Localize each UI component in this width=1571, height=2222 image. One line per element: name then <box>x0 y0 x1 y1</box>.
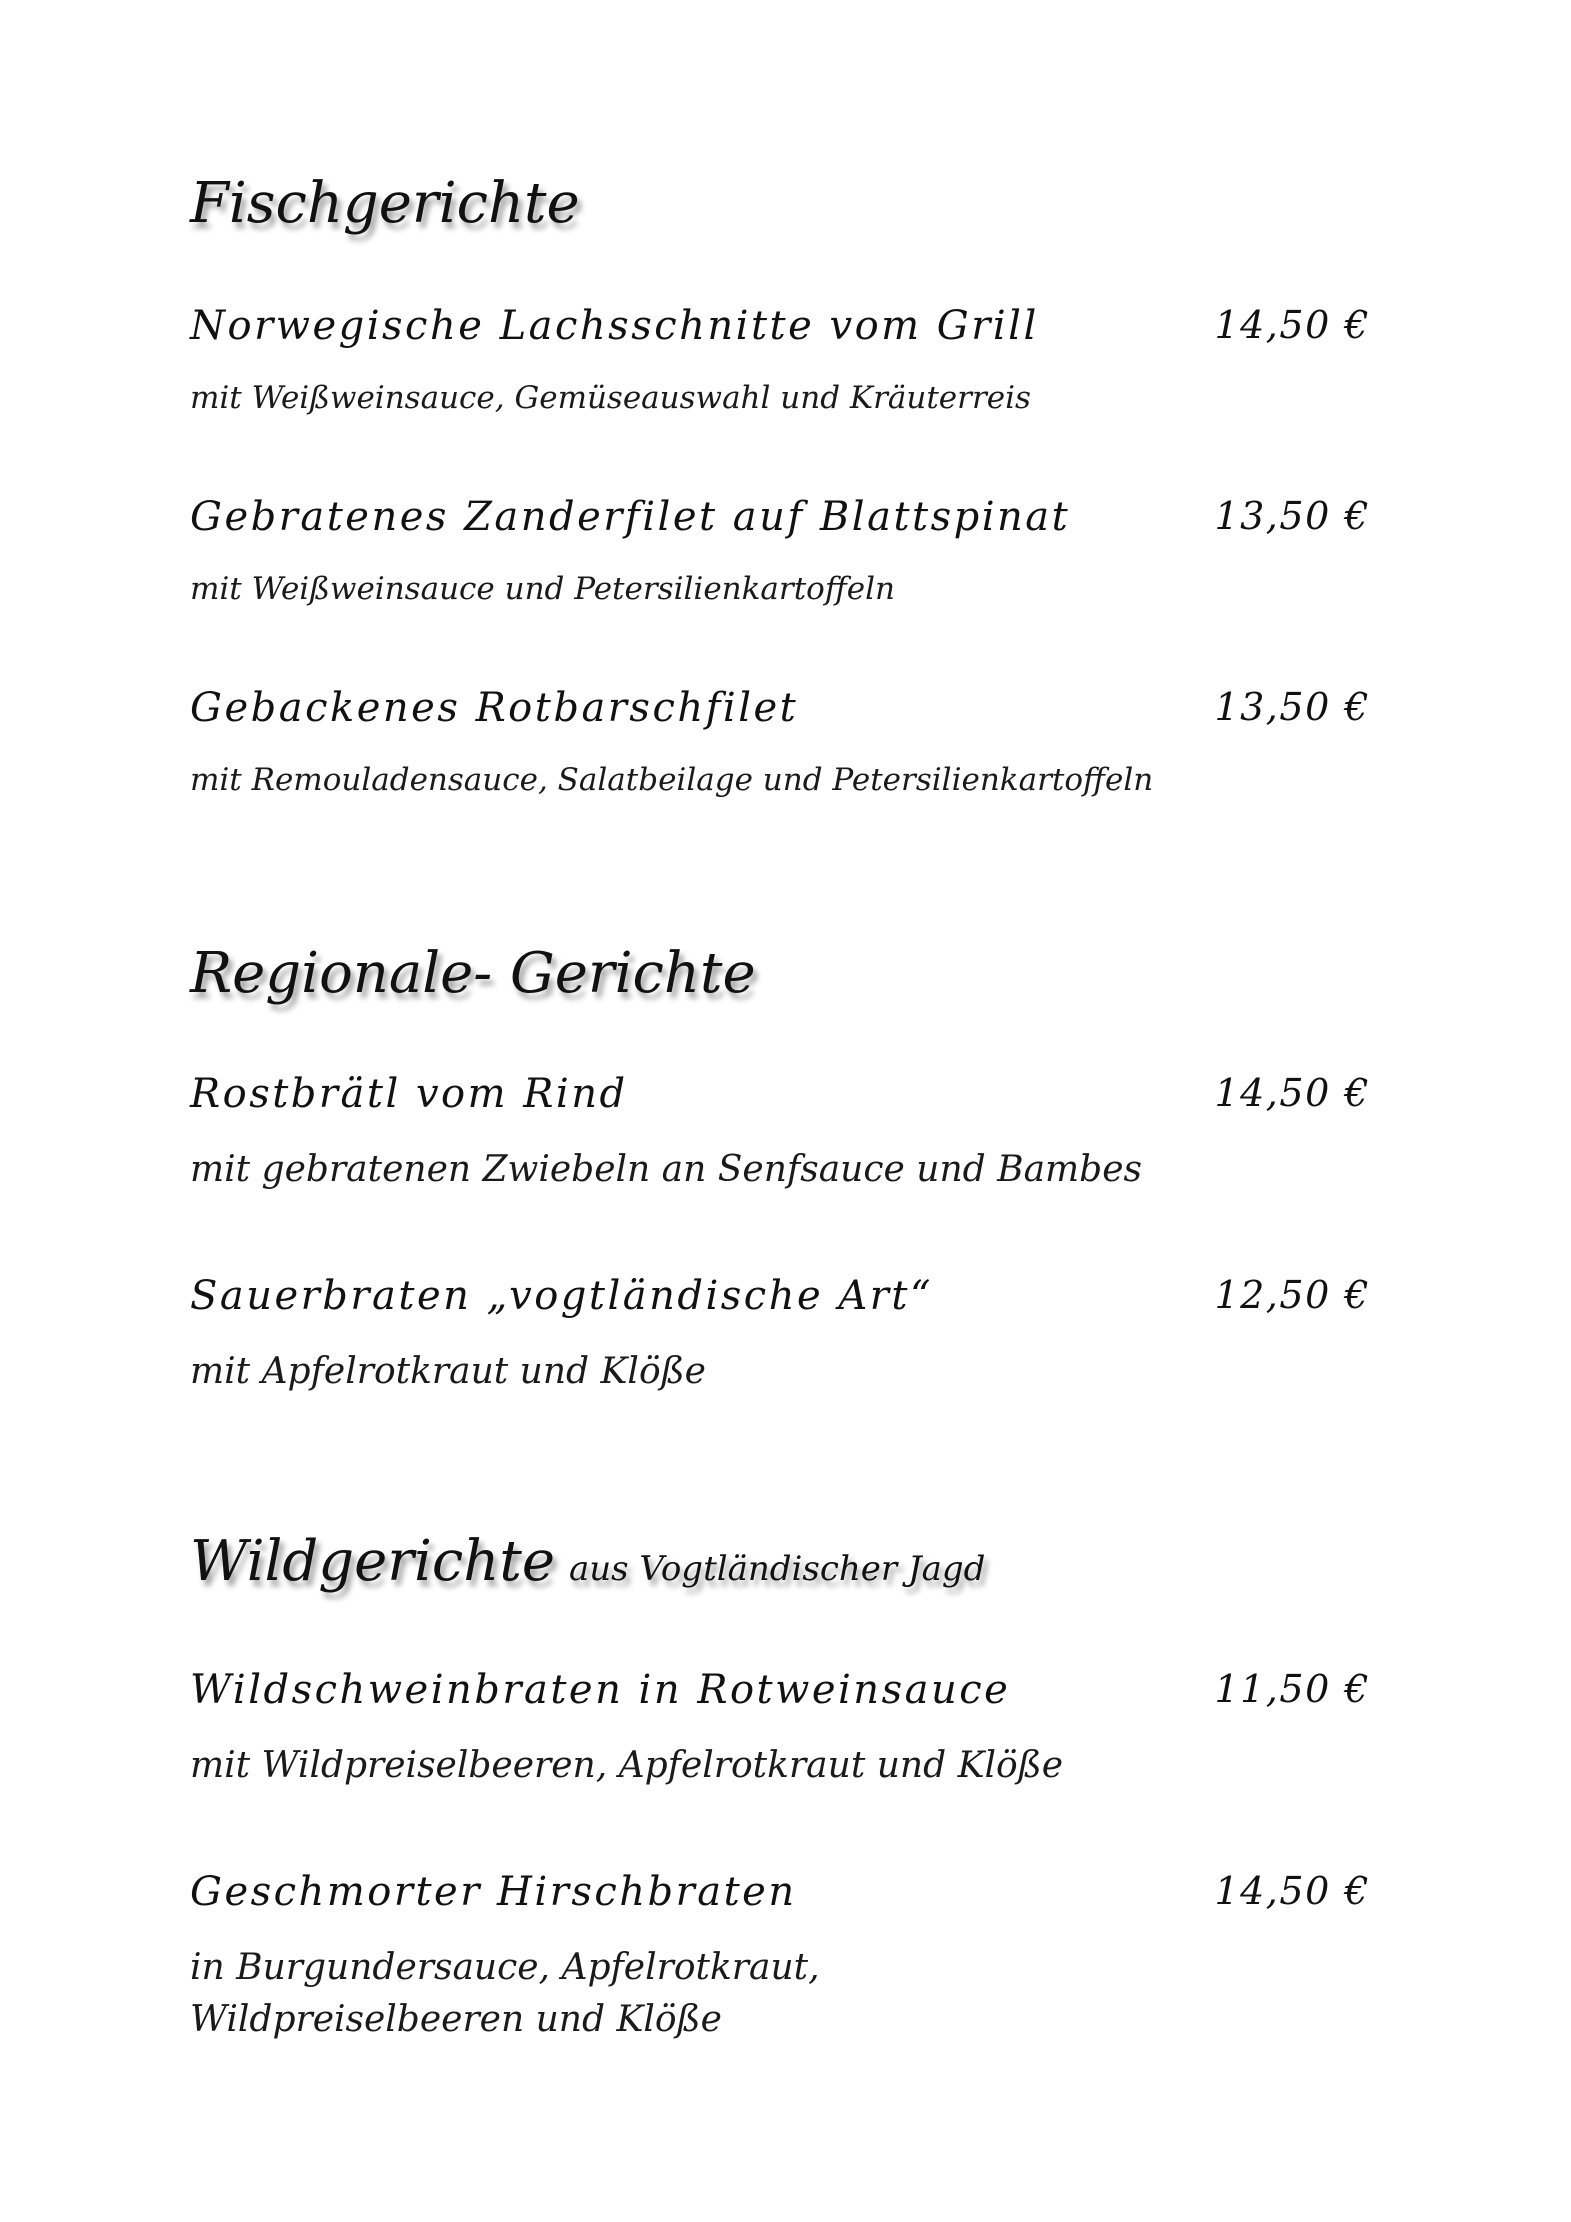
dish-price: 13,50 € <box>1214 685 1370 729</box>
dish-price: 14,50 € <box>1214 303 1370 347</box>
dish-price: 11,50 € <box>1214 1667 1370 1711</box>
dish-name: Norwegische Lachsschnitte vom Grill <box>190 303 1039 349</box>
dish-description: mit Weißweinsauce und Petersilienkartoffeln <box>190 571 896 607</box>
dish-description-line: in Burgundersauce, Apfelrotkraut, <box>190 1947 820 1988</box>
section-title-fischgerichte: Fischgerichte <box>190 171 580 236</box>
dish-price: 14,50 € <box>1214 1071 1370 1115</box>
dish-name: Gebratenes Zanderfilet auf Blattspinat <box>190 494 1071 540</box>
dish-description: mit Apfelrotkraut und Klöße <box>190 1351 706 1392</box>
section-title-wildgerichte <box>190 1529 986 1594</box>
dish-description: mit Remouladensauce, Salatbeilage und Petersilienkartoffeln <box>190 762 1154 798</box>
dish-name: Geschmorter Hirschbraten <box>190 1869 797 1915</box>
section-title-regionale-gerichte: Regionale- Gerichte <box>190 941 756 1006</box>
dish-description: mit Weißweinsauce, Gemüseauswahl und Kräuterreis <box>190 380 1031 416</box>
section-title-text: Wildgerichte <box>190 1529 555 1594</box>
dish-name: Rostbrätl vom Rind <box>190 1071 628 1117</box>
dish-description <box>190 1942 820 2046</box>
dish-name: Sauerbraten „vogtländische Art“ <box>190 1273 933 1319</box>
dish-description: mit gebratenen Zwiebeln an Senfsauce und Bambes <box>190 1149 1142 1190</box>
section-subtitle: aus Vogtländischer Jagd <box>568 1549 986 1589</box>
dish-name: Wildschweinbraten in Rotweinsauce <box>190 1667 1011 1713</box>
dish-price: 14,50 € <box>1214 1869 1370 1913</box>
dish-price: 13,50 € <box>1214 494 1370 538</box>
dish-price: 12,50 € <box>1214 1273 1370 1317</box>
dish-description: mit Wildpreiselbeeren, Apfelrotkraut und Klöße <box>190 1745 1064 1786</box>
dish-name: Gebackenes Rotbarschfilet <box>190 685 799 731</box>
dish-description-line: Wildpreiselbeeren und Klöße <box>190 1999 722 2041</box>
